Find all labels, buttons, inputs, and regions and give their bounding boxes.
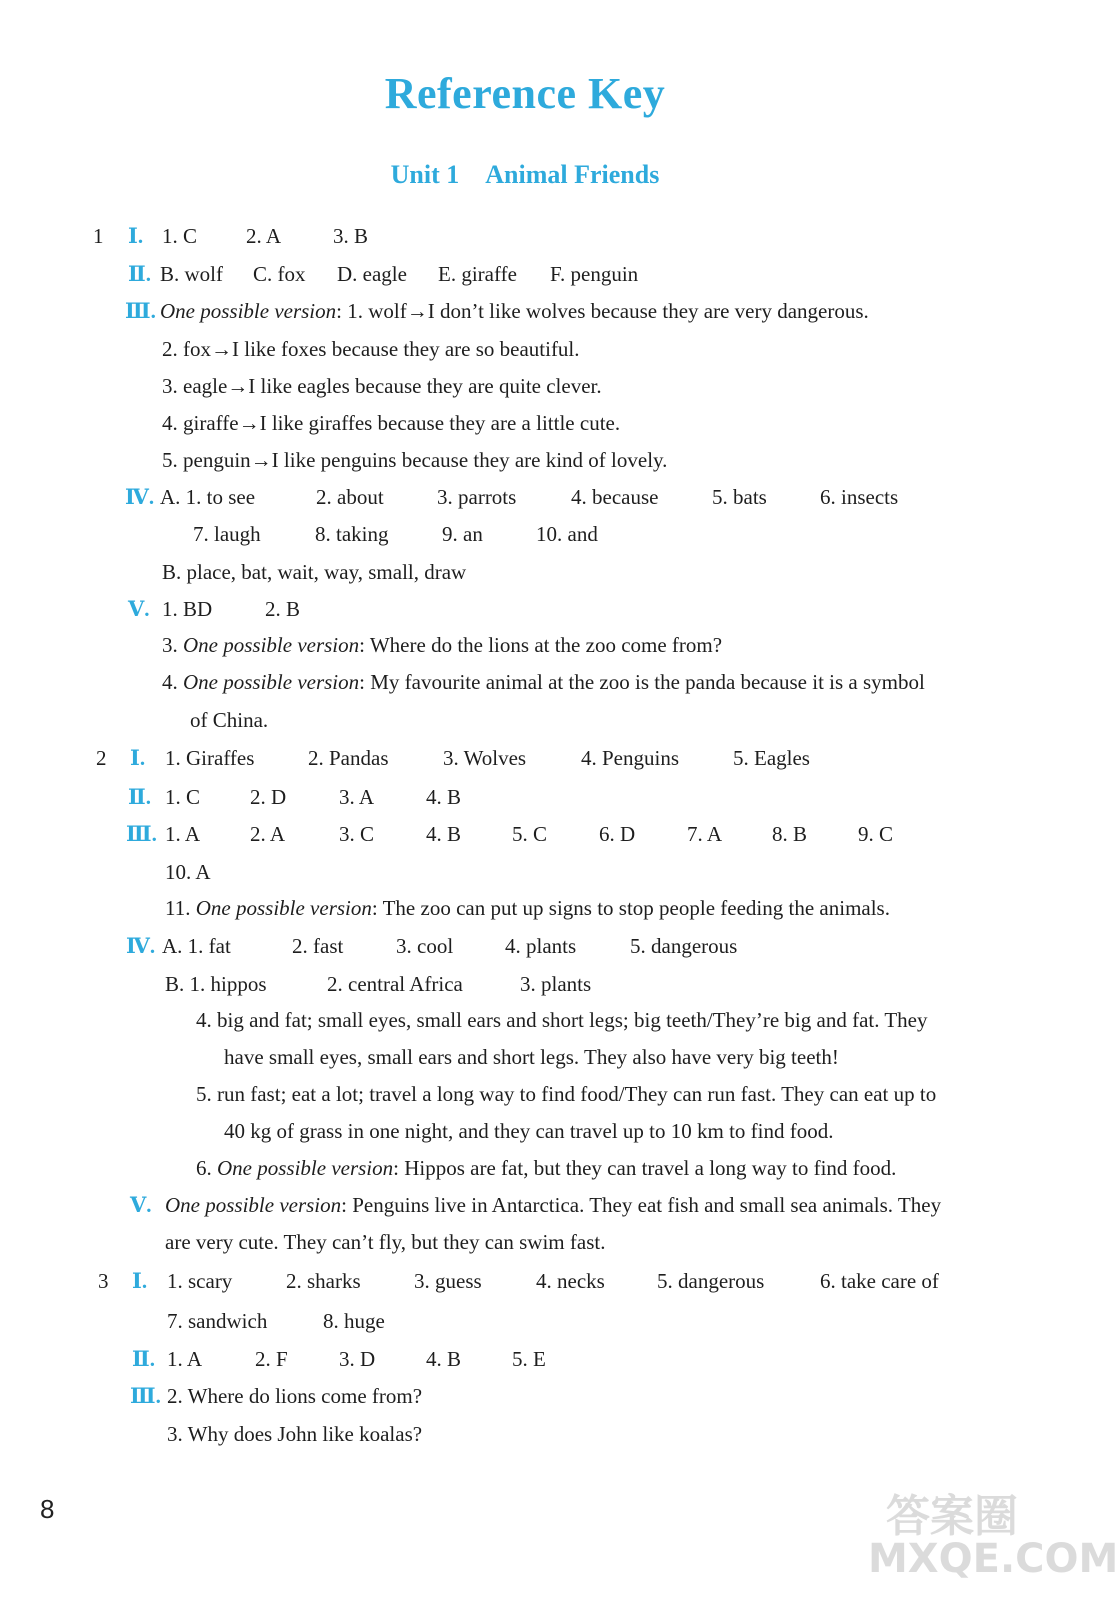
answer-line: B. place, bat, wait, way, small, draw <box>162 560 467 584</box>
roman-label: Ⅰ. <box>132 1269 148 1293</box>
answer: 10. A <box>165 860 211 884</box>
answer: 5. E <box>512 1347 546 1371</box>
answer-line: 3. One possible version: Where do the lions at the zoo come from? <box>162 633 723 657</box>
answer: 1. A <box>165 822 201 846</box>
watermark-url: MXQE.COM <box>868 1536 1118 1582</box>
roman-label: Ⅲ. <box>125 299 156 323</box>
answer: 2. Pandas <box>308 746 389 770</box>
answer: 1. Giraffes <box>165 746 255 770</box>
answer: 1. scary <box>167 1269 233 1293</box>
watermark-chinese: 答案圈 <box>886 1491 1018 1542</box>
answer: 5. bats <box>712 485 767 509</box>
answer-line: 4. big and fat; small eyes, small ears and short legs; big teeth/They’re big and fat. They <box>196 1008 928 1032</box>
answer: 2. A <box>250 822 286 846</box>
answer-line: of China. <box>190 708 269 732</box>
answer: 5. dangerous <box>657 1269 765 1293</box>
roman-label: Ⅱ. <box>128 785 151 809</box>
answer: 3. cool <box>396 934 454 958</box>
answer: 3. guess <box>414 1269 482 1293</box>
answer: 4. B <box>426 785 462 809</box>
answer: 4. necks <box>536 1269 605 1293</box>
roman-label: Ⅱ. <box>132 1347 155 1371</box>
watermark-logo <box>868 1480 1118 1590</box>
answer: 9. C <box>858 822 894 846</box>
answer-line: 3. Why does John like koalas? <box>167 1422 423 1446</box>
answer: 8. B <box>772 822 808 846</box>
roman-label: Ⅲ. <box>126 822 157 846</box>
answer-line: 3. eagle→I like eagles because they are quite clever. <box>162 374 602 398</box>
answer: 2. D <box>250 785 287 809</box>
answer: A. 1. fat <box>162 934 231 958</box>
roman-label: Ⅳ. <box>125 485 155 509</box>
answer: 6. insects <box>820 485 899 509</box>
answer-line: 6. One possible version: Hippos are fat, but they can travel a long way to find food. <box>196 1156 897 1180</box>
unit-name: Animal Friends <box>485 160 660 189</box>
answer: F. penguin <box>550 262 639 286</box>
answer: 3. Wolves <box>443 746 527 770</box>
answer: 1. A <box>167 1347 203 1371</box>
answer: 2. about <box>316 485 384 509</box>
roman-label: Ⅴ. <box>130 1193 152 1217</box>
answer-line: 4. giraffe→I like giraffes because they are a little cute. <box>162 411 621 435</box>
answer: 1. C <box>165 785 201 809</box>
answer: 2. B <box>265 597 301 621</box>
roman-label: Ⅳ. <box>126 934 156 958</box>
exercise-number: 2 <box>96 746 107 770</box>
answer: 7. laugh <box>193 522 261 546</box>
answer: E. giraffe <box>438 262 517 286</box>
answer-line: 2. fox→I like foxes because they are so beautiful. <box>162 337 580 361</box>
answer: 7. sandwich <box>167 1309 268 1333</box>
exercise-number: 3 <box>98 1269 109 1293</box>
answer: 2. sharks <box>286 1269 361 1293</box>
answer-line: One possible version: Penguins live in Antarctica. They eat fish and small sea animals. They <box>165 1193 942 1217</box>
answer: 2. F <box>255 1347 288 1371</box>
answer: 9. an <box>442 522 483 546</box>
unit-number: Unit 1 <box>390 160 460 189</box>
possible-version-label: One possible version <box>160 299 337 323</box>
answer: B. wolf <box>160 262 223 286</box>
answer: 2. A <box>246 224 282 248</box>
answer: A. 1. to see <box>160 485 256 509</box>
answer-line: One possible version: 1. wolf→I don’t like wolves because they are very dangerous. <box>160 299 869 323</box>
answer-line: have small eyes, small ears and short legs. They also have very big teeth! <box>224 1045 839 1069</box>
answer: 6. take care of <box>820 1269 939 1293</box>
answer-line: 11. One possible version: The zoo can put up signs to stop people feeding the animals. <box>165 896 890 920</box>
answer: 1. C <box>162 224 198 248</box>
answer: 2. fast <box>292 934 344 958</box>
answer: 3. C <box>339 822 375 846</box>
answer: 8. taking <box>315 522 389 546</box>
roman-label: Ⅰ. <box>130 746 146 770</box>
roman-label: Ⅰ. <box>128 224 144 248</box>
answer: 4. Penguins <box>581 746 680 770</box>
answer: 3. parrots <box>437 485 517 509</box>
answer: 5. C <box>512 822 548 846</box>
answer: 2. central Africa <box>327 972 463 996</box>
page-number: 8 <box>40 1494 55 1524</box>
answer: B. 1. hippos <box>165 972 267 996</box>
answer: 4. B <box>426 822 462 846</box>
answer: D. eagle <box>337 262 407 286</box>
page-title: Reference Key <box>384 69 666 118</box>
exercise-number: 1 <box>93 224 104 248</box>
answer-line: are very cute. They can’t fly, but they can swim fast. <box>165 1230 606 1254</box>
answer-line: 4. One possible version: My favourite animal at the zoo is the panda because it is a symbol <box>162 670 925 694</box>
answer: 6. D <box>599 822 636 846</box>
answer: 3. plants <box>520 972 592 996</box>
answer: C. fox <box>253 262 306 286</box>
answer: 10. and <box>536 522 598 546</box>
answer: 8. huge <box>323 1309 385 1333</box>
answer: 5. Eagles <box>733 746 810 770</box>
answer-line: 5. run fast; eat a lot; travel a long way to find food/They can run fast. They can eat up to <box>196 1082 937 1106</box>
answer-line: 5. penguin→I like penguins because they are kind of lovely. <box>162 448 668 472</box>
answer: 3. A <box>339 785 375 809</box>
answer: 7. A <box>687 822 723 846</box>
answer: 5. dangerous <box>630 934 738 958</box>
answer: 3. B <box>333 224 369 248</box>
roman-label: Ⅲ. <box>130 1384 161 1408</box>
answer: 3. D <box>339 1347 376 1371</box>
answer-line: 2. Where do lions come from? <box>167 1384 423 1408</box>
answer: 4. because <box>571 485 659 509</box>
answer: 4. B <box>426 1347 462 1371</box>
answer-line: 40 kg of grass in one night, and they can travel up to 10 km to find food. <box>224 1119 834 1143</box>
roman-label: Ⅴ. <box>128 597 150 621</box>
answer: 4. plants <box>505 934 577 958</box>
answer: 1. BD <box>162 597 213 621</box>
roman-label: Ⅱ. <box>128 262 151 286</box>
unit-heading <box>0 160 1050 190</box>
